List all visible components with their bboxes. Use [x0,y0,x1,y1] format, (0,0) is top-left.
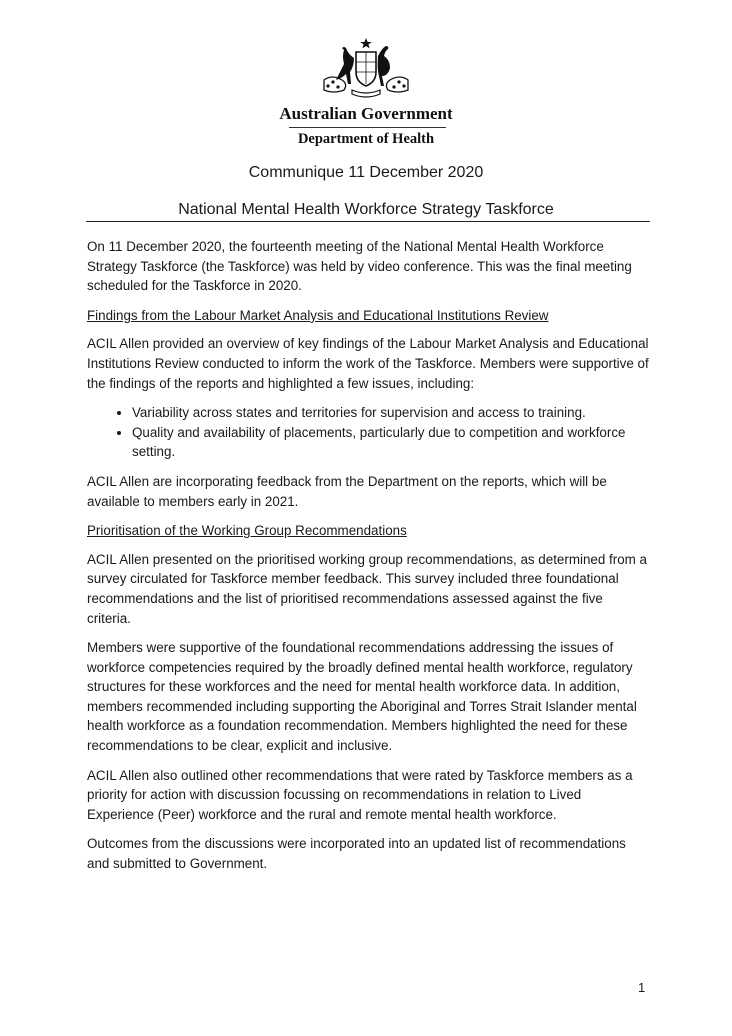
government-name: Australian Government [279,104,453,123]
other-recommendations-paragraph: ACIL Allen also outlined other recommendations that were rated by Taskforce members as a priority for action with discussion focussing on recommendations in relation to Lived Experience (Peer) workforce and the rural and remote mental health workforce. [87,767,633,822]
header-divider [289,127,446,128]
page-number: 1 [638,980,646,995]
outcomes-paragraph: Outcomes from the discussions were incorporated into an updated list of recommendations and submitted to Government. [87,836,626,872]
department-name: Department of Health [297,131,435,147]
section-heading-prioritisation: Prioritisation of the Working Group Recommendations [87,523,407,539]
document-title: National Mental Health Workforce Strategy Taskforce [178,201,554,218]
findings-paragraph: ACIL Allen provided an overview of key findings of the Labour Market Analysis and Educational Institutions Review conducted to inform the work of the Taskforce. Members were supportive of the findings of the reports and highlighted a few issues, including: [87,336,649,391]
coat-of-arms-icon [318,36,414,102]
document-body [87,237,649,884]
title-divider [86,221,650,222]
feedback-paragraph: ACIL Allen are incorporating feedback from the Department on the reports, which will be available to members early in 2021. [87,473,607,509]
list-item: • Variability across states and territories for supervision and access to training. [132,403,649,423]
section-heading-findings: Findings from the Labour Market Analysis and Educational Institutions Review [87,307,549,323]
foundational-paragraph: Members were supportive of the foundational recommendations addressing the issues of workforce competencies required by the broadly defined mental health workforce, regulatory structures for these workforces and the need for mental health workforce data. In addition, members recommended including supporting the Aboriginal and Torres Strait Islander mental health workforce as a foundation recommendation. Members highlighted the need for these recommendations to be clear, explicit and inclusive. [87,640,637,754]
intro-paragraph: On 11 December 2020, the fourteenth meeting of the National Mental Health Workforce Strategy Taskforce (the Taskforce) was held by video conference. This was the final meeting scheduled for the Taskforce in 2020. [87,239,632,294]
list-item: • Quality and availability of placements, particularly due to competition and workforce setting. [132,423,649,462]
prioritisation-paragraph: ACIL Allen presented on the prioritised working group recommendations, as determined from a survey circulated for Taskforce member feedback. This survey included three foundational recommendations and the list of prioritised recommendations assessed against the five criteria. [87,551,647,626]
communique-date: Communique 11 December 2020 [248,164,484,181]
findings-list [87,403,649,462]
